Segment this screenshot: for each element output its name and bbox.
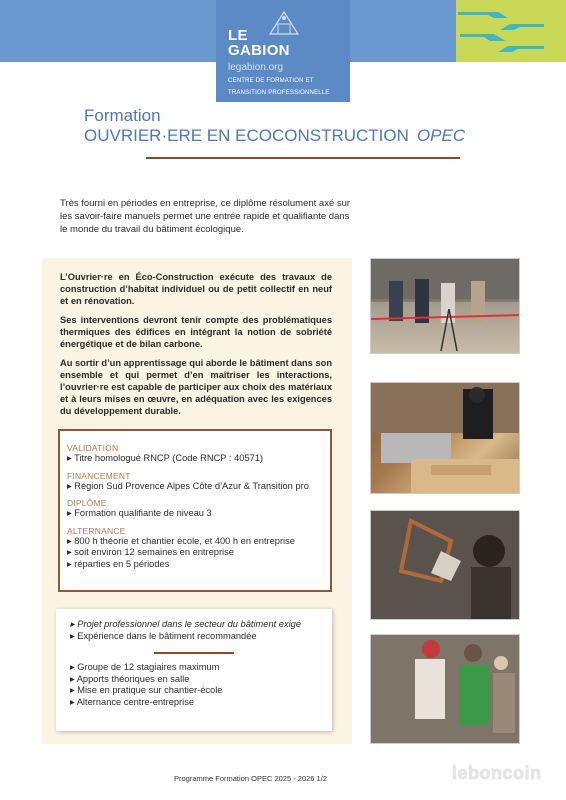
group-item-4: ▸ Alternance centre-entreprise: [70, 696, 195, 707]
requirement-item-2: ▸ Expérience dans le bâtiment recommandée: [70, 630, 257, 641]
alternance-heading: ALTERNANCE: [67, 525, 126, 536]
intro-paragraph: Très fourni en périodes en entreprise, ce diplôme résolument axé sur les savoir-faire manuels permet une entrée rapide et qualifiante dans le monde du travail du bâtiment écologique.: [60, 198, 351, 235]
description-paragraph-2: Ses interventions devront tenir compte des problématiques thermiques des édifices en intégrant la notion de sobriété énergétique et de bilan carbone.: [60, 315, 332, 349]
photo-wall-carving: [370, 510, 520, 620]
alternance-item-3: ▸ réparties en 5 périodes: [67, 558, 170, 569]
photo-group-work: [370, 634, 520, 744]
alternance-item-1: ▸ 800 h théorie et chantier école, et 400 h en entreprise: [67, 535, 295, 546]
title-divider: [146, 157, 460, 159]
logo-subtitle-2: TRANSITION PROFESSIONNELLE: [228, 90, 330, 96]
logo: [216, 0, 350, 102]
header-accent: [456, 0, 566, 62]
logo-title-line2: GABION: [228, 42, 290, 59]
footer-text: Programme Formation OPEC 2025 - 2026 1/2: [174, 774, 327, 783]
description-paragraph-1: L’Ouvrier·re en Éco-Construction exécute des travaux de construction d’habitat individuel ou de petit collectif en neuf et en rénovation.: [60, 272, 332, 306]
watermark: leboncoin: [452, 763, 542, 783]
page-title: [84, 126, 465, 146]
validation-text: ▸ Titre homologué RNCP (Code RNCP : 40571): [67, 453, 264, 463]
group-item-2: ▸ Apports théoriques en salle: [70, 673, 190, 684]
description: [60, 271, 332, 424]
photo-workshop-saw: [370, 382, 520, 494]
info-box: [58, 429, 332, 592]
page-title-main: OUVRIER·ERE EN ECOCONSTRUCTION: [84, 126, 409, 145]
logo-url: legabion.org: [228, 62, 284, 73]
photo-site-survey: [370, 258, 520, 354]
logo-title-line1: LE: [228, 27, 248, 44]
logo-house-icon: [264, 8, 304, 36]
group-item-3: ▸ Mise en pratique sur chantier-école: [70, 685, 223, 695]
hands-icon: [456, 4, 546, 58]
requirements-box: [56, 609, 332, 731]
requirements-divider: [154, 652, 234, 654]
group-item-1: ▸ Groupe de 12 stagiaires maximum: [70, 662, 220, 672]
alternance-item-2: ▸ soit environ 12 semaines en entreprise: [67, 547, 234, 557]
page-title-formation: Formation: [84, 106, 161, 125]
requirement-item-1: ▸ Projet professionnel dans le secteur du bâtiment exigé: [70, 619, 302, 629]
description-paragraph-3: Au sortir d’un apprentissage qui aborde le bâtiment dans son ensemble et qui permet d’en maîtriser les interactions, l’ouvrier·re est capable de participer aux choix des matériaux et à leurs mises en œuvre, en adéquation avec les exigences du développement durable.: [60, 358, 332, 416]
validation-heading: VALIDATION: [67, 443, 119, 453]
financement-heading: FINANCEMENT: [67, 470, 131, 481]
logo-subtitle-1: CENTRE DE FORMATION ET: [228, 78, 314, 84]
diplome-heading: DIPLÔME: [67, 498, 107, 508]
diplome-text: ▸ Formation qualifiante de niveau 3: [67, 508, 212, 518]
page-title-tag: OPEC: [416, 126, 466, 145]
financement-text: ▸ Région Sud Provence Alpes Côte d’Azur & Transition pro: [67, 480, 309, 491]
